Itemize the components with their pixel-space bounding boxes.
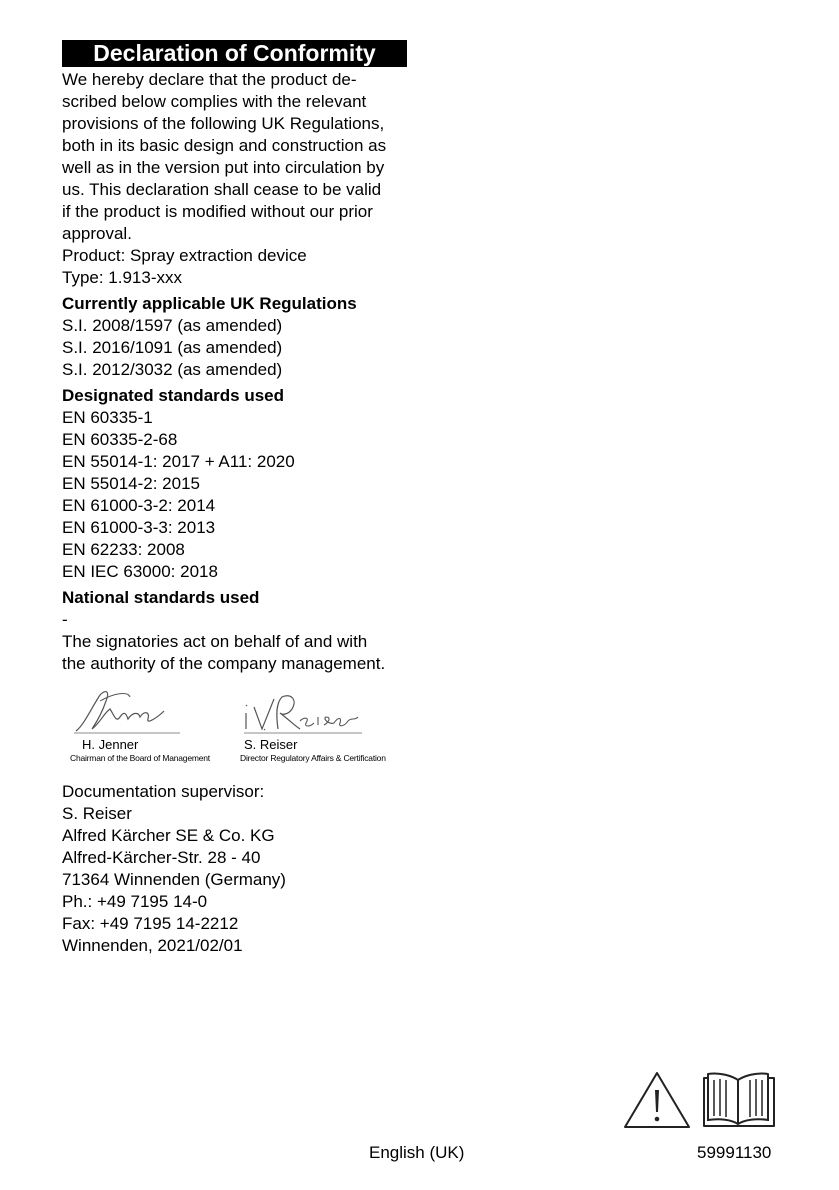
handwritten-signature-reiser <box>240 687 380 737</box>
signatories-line: The signatories act on behalf of and with <box>62 632 368 651</box>
national-standards-heading: National standards used <box>62 588 260 607</box>
standard-item: EN 60335-2-68 <box>62 430 178 449</box>
safety-icons <box>624 1070 778 1130</box>
signature-reiser <box>240 687 386 764</box>
intro-line: if the product is modified without our prior <box>62 202 373 221</box>
intro-line: approval. <box>62 224 132 243</box>
documentation-line: Alfred Kärcher SE & Co. KG <box>62 826 275 845</box>
intro-paragraph <box>62 69 407 289</box>
type-line: Type: 1.913-xxx <box>62 268 183 287</box>
footer-icons <box>624 1070 778 1130</box>
product-line: Product: Spray extraction device <box>62 246 307 265</box>
intro-line: We hereby declare that the product de- <box>62 70 357 89</box>
signature-block <box>62 687 407 775</box>
signatory-role: Chairman of the Board of Management <box>70 753 210 763</box>
documentation-line: Alfred-Kärcher-Str. 28 - 40 <box>62 848 261 867</box>
handwritten-signature-jenner <box>70 687 200 737</box>
designated-standards-heading: Designated standards used <box>62 386 285 405</box>
intro-line: both in its basic design and construction as <box>62 136 387 155</box>
warning-triangle-icon <box>625 1073 689 1127</box>
national-standards-section <box>62 587 407 675</box>
manual-book-icon <box>704 1073 774 1126</box>
documentation-line: S. Reiser <box>62 804 132 823</box>
intro-line: well as in the version put into circulation by <box>62 158 385 177</box>
intro-line: scribed below complies with the relevant <box>62 92 367 111</box>
declaration-column <box>62 40 407 957</box>
intro-line: us. This declaration shall cease to be valid <box>62 180 382 199</box>
footer-document-number: 59991130 <box>697 1143 772 1162</box>
footer-language: English (UK) <box>369 1143 465 1162</box>
signature-jenner <box>70 687 210 764</box>
standard-item: EN 55014-2: 2015 <box>62 474 200 493</box>
standard-item: EN 55014-1: 2017 + A11: 2020 <box>62 452 295 471</box>
national-standards-value: - <box>62 610 68 629</box>
documentation-line: Fax: +49 7195 14-2212 <box>62 914 239 933</box>
regulation-item: S.I. 2012/3032 (as amended) <box>62 360 283 379</box>
signatory-name: H. Jenner <box>82 737 139 752</box>
standard-item: EN 61000-3-2: 2014 <box>62 496 216 515</box>
signatories-line: the authority of the company management. <box>62 654 386 673</box>
regulations-section <box>62 293 407 381</box>
regulation-item: S.I. 2008/1597 (as amended) <box>62 316 283 335</box>
standard-item: EN 61000-3-3: 2013 <box>62 518 216 537</box>
signatory-role: Director Regulatory Affairs & Certification <box>240 753 386 763</box>
standard-item: EN IEC 63000: 2018 <box>62 562 218 581</box>
designated-standards-section <box>62 385 407 583</box>
documentation-line: Documentation supervisor: <box>62 782 265 801</box>
page-title: Declaration of Conformity <box>62 40 407 67</box>
documentation-section <box>62 781 407 957</box>
standard-item: EN 62233: 2008 <box>62 540 185 559</box>
regulation-item: S.I. 2016/1091 (as amended) <box>62 338 283 357</box>
documentation-line: Ph.: +49 7195 14-0 <box>62 892 208 911</box>
signatory-name: S. Reiser <box>244 737 298 752</box>
documentation-line: 71364 Winnenden (Germany) <box>62 870 286 889</box>
regulations-heading: Currently applicable UK Regulations <box>62 294 357 313</box>
standard-item: EN 60335-1 <box>62 408 153 427</box>
intro-line: provisions of the following UK Regulations, <box>62 114 385 133</box>
documentation-line: Winnenden, 2021/02/01 <box>62 936 243 955</box>
